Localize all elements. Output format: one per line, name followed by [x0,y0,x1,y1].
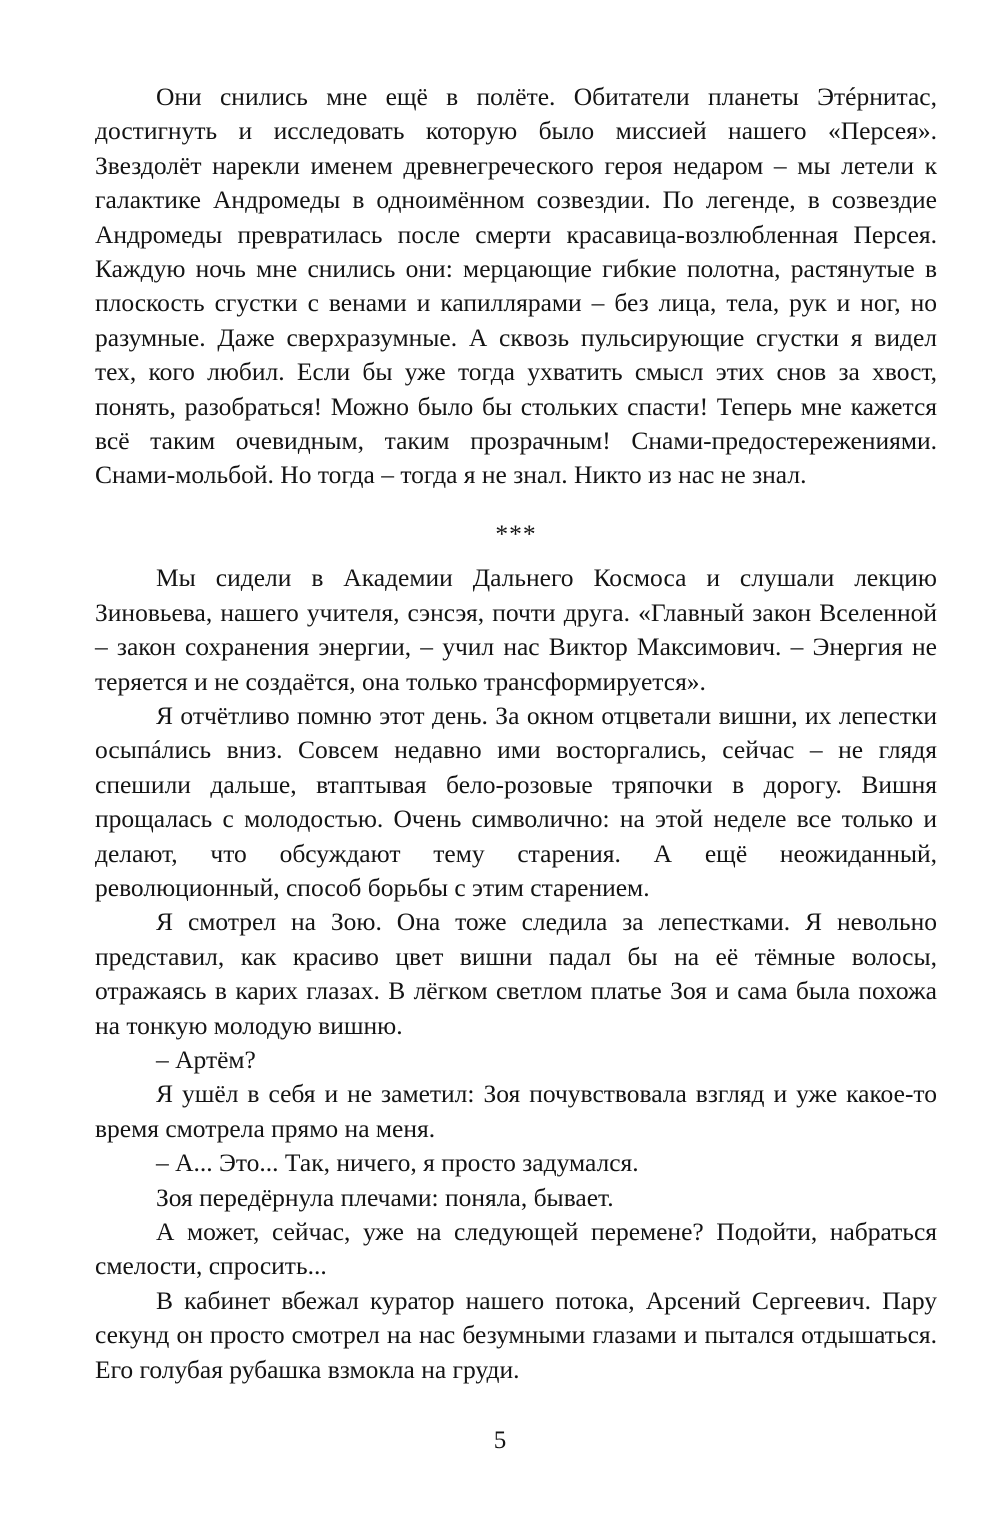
paragraph-shrug: Зоя передёрнула плечами: поняла, бывает. [156,1182,614,1212]
page-body [95,80,937,1387]
paragraph-curator: В кабинет вбежал куратор нашего потока, Арсений Сергеевич. Пару секунд он просто смотрел на нас безумными глазами и пытался отдышаться. Его голубая рубашка взмокла на груди. [95,1285,937,1384]
paragraph-courage: А может, сейчас, уже на следующей перемене? Подойти, набраться смелости, спросить... [95,1217,937,1281]
paragraph-lecture: Мы сидели в Академии Дальнего Космоса и слушали лекцию Зиновьева, нашего учителя, сэнсэя, почти друга. «Главный закон Вселенной – закон сохранения энергии, – учил нас Виктор Максимович. – Энергия не теряется и не создаётся, она только трансформируется». [95,563,937,696]
dialogue-reply: – А... Это... Так, ничего, я просто задумался. [156,1148,639,1178]
paragraph-zoya: Я смотрел на Зою. Она тоже следила за лепестками. Я невольно представил, как красиво цвет вишни падал бы на её тёмные волосы, отражаясь в карих глазах. В лёгком светлом платье Зоя и сама была похожа на тонкую молодую вишню. [95,907,937,1040]
dialogue-artem: – Артём? [156,1044,256,1074]
paragraph-gaze: Я ушёл в себя и не заметил: Зоя почувствовала взгляд и уже какое-то время смотрела прямо на меня. [95,1079,937,1143]
paragraph-dreams: Они снились мне ещё в полёте. Обитатели планеты Этéрнитас, достигнуть и исследовать которую было миссией нашего «Персея». Звездолёт нарекли именем древнегреческого героя недаром – мы летели к галактике Андромеды в одноимённом созвездии. По легенде, в созвездие Андромеды превратилась после смерти красавица-возлюбленная Персея. Каждую ночь мне снились они: мерцающие гибкие полотна, растянутые в плоскость сгустки с венами и капиллярами – без лица, тела, рук и ног, но разумные. Даже сверхразумные. А сквозь пульсирующие сгустки я видел тех, кого любил. Если бы уже тогда ухватить смысл этих снов за хвост, понять, разобраться! Можно было бы стольких спасти! Теперь мне кажется всё таким очевидным, таким прозрачным! Снами-предостережениями. Снами-мольбой. Но тогда – тогда я не знал. Никто из нас не знал. [95,82,937,490]
section-separator: *** [495,518,537,548]
paragraph-cherry-day: Я отчётливо помню этот день. За окном отцветали вишни, их лепестки осыпáлись вниз. Совсем недавно ими восторгались, сейчас – не глядя спешили дальше, втаптывая бело-розовые тряпочки в дорогу. Вишня прощалась с молодостью. Очень символично: на этой неделе все только и делают, что обсуждают тему старения. А ещё неожиданный, революционный, способ борьбы с этим старением. [95,700,937,902]
page-number: 5 [493,1427,507,1454]
